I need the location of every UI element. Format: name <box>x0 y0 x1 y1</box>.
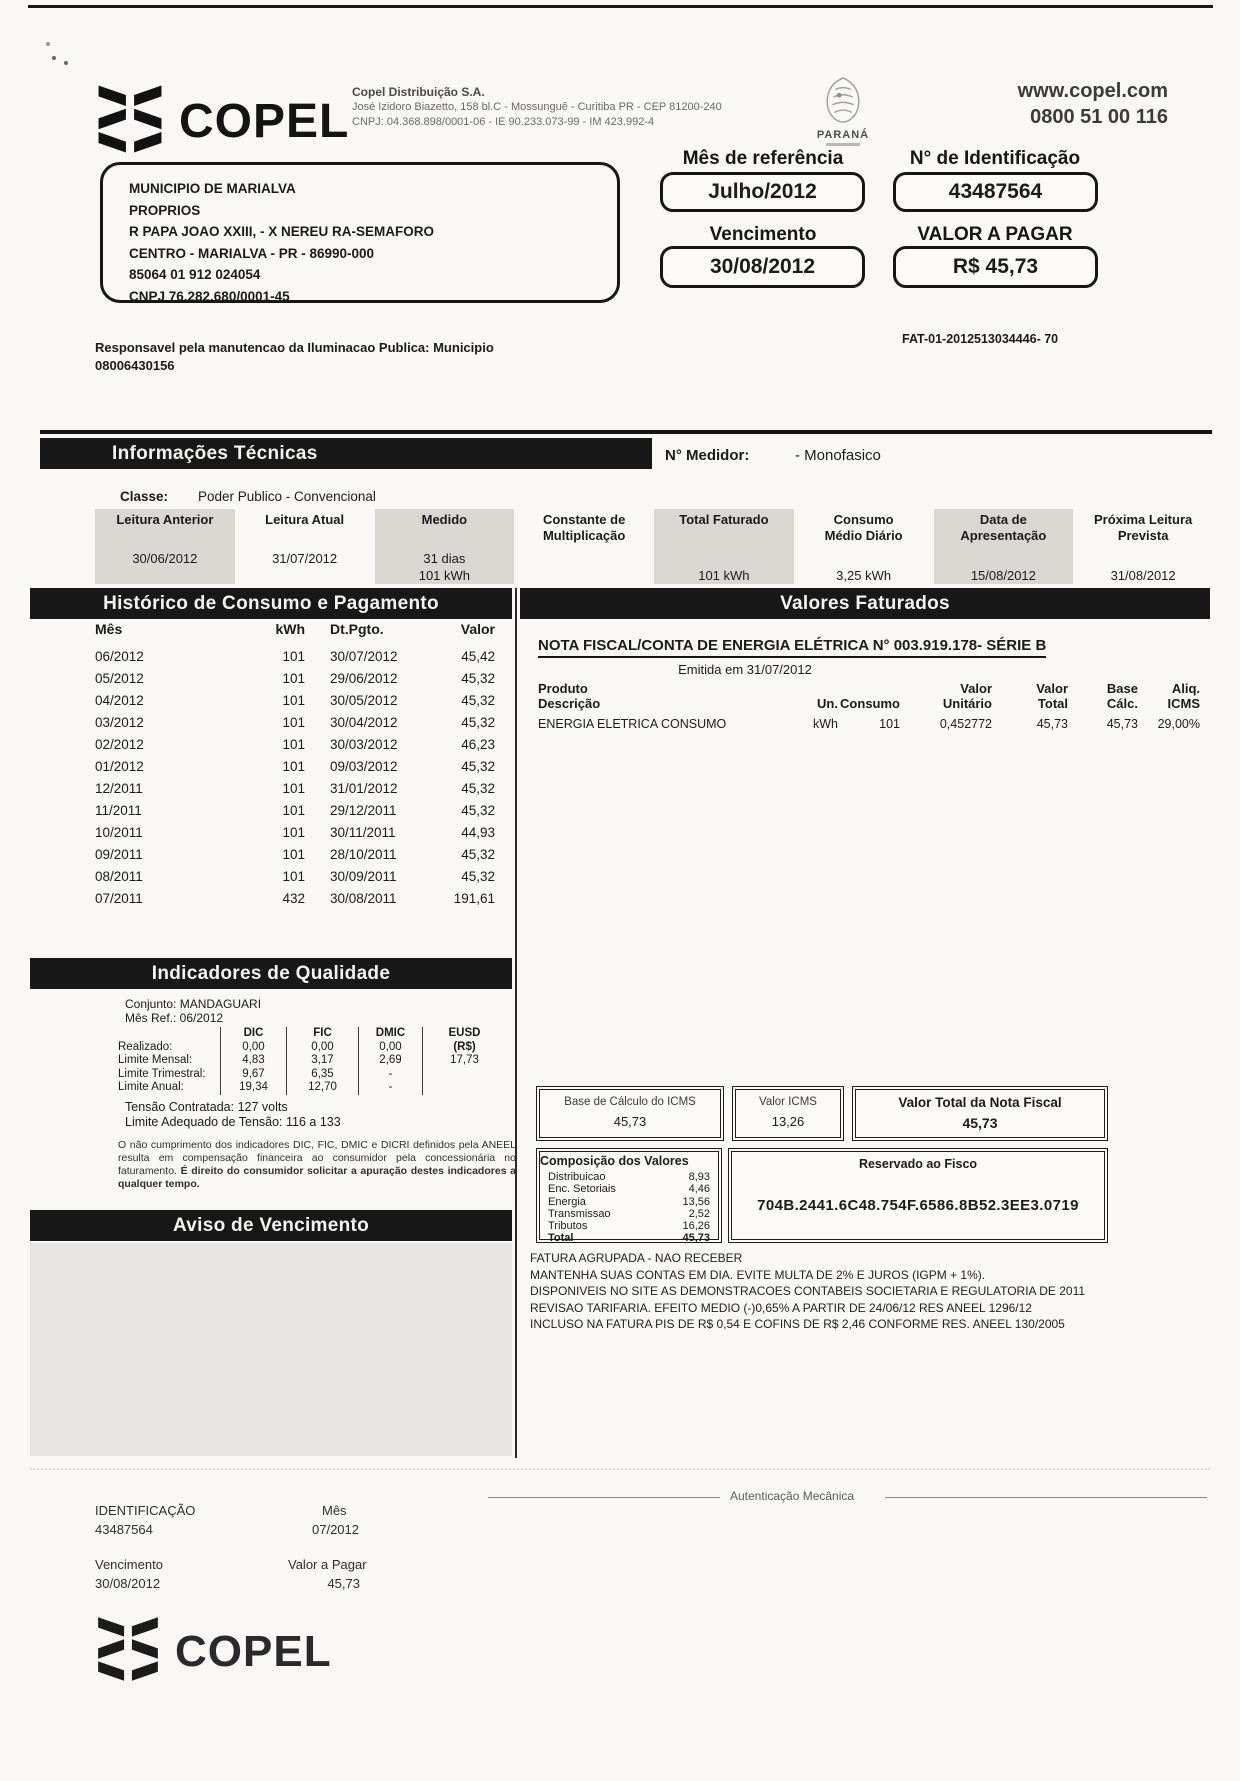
stub-due-value: 30/08/2012 <box>95 1576 161 1591</box>
identification-label: N° de Identificação <box>909 148 1081 169</box>
tech-col-consumo-medio: Consumo Médio Diário 3,25 kWh <box>824 512 903 583</box>
customer-account-number: 85064 01 912 024054 <box>129 267 261 282</box>
customer-line2: PROPRIOS <box>129 202 201 218</box>
fisco-code: 704B.2441.6C48.754F.6586.8B52.3EE3.0719 <box>757 1197 1079 1214</box>
notice-line: REVISAO TARIFARIA. EFEITO MEDIO (-)0,65% A PARTIR DE 24/06/12 RES ANEEL 1296/12 <box>530 1300 1032 1315</box>
amount-due-box: R$ 45,73 <box>893 246 1098 288</box>
scan-dot <box>46 42 50 46</box>
due-date-box: 30/08/2012 <box>660 246 865 288</box>
due-notice-title: Aviso de Vencimento <box>172 1214 370 1236</box>
notice-line: FATURA AGRUPADA - NAO RECEBER <box>530 1251 743 1265</box>
billed-item-description: ENERGIA ELETRICA CONSUMO <box>538 717 727 731</box>
contracted-voltage: Tensão Contratada: 127 volts <box>125 1100 288 1114</box>
history-row: 11/2011 101 29/12/2011 45,32 <box>95 803 495 818</box>
company-name: Copel Distribuição S.A. <box>352 85 485 99</box>
quality-conjunto: Conjunto: MANDAGUARI <box>125 997 262 1011</box>
technical-readings-table <box>95 509 1213 584</box>
billed-values-header-bar <box>520 588 1210 619</box>
notice-line: DISPONIVEIS NO SITE AS DEMONSTRACOES CONTABEIS SOCIETARIA E REGULATORIA DE 2011 <box>530 1284 1086 1298</box>
tech-col-proxima-leitura: Próxima Leitura Prevista 31/08/2012 <box>1093 512 1193 583</box>
quality-mes-ref: Mês Ref.: 06/2012 <box>125 1011 224 1025</box>
history-title: Histórico de Consumo e Pagamento <box>103 592 439 614</box>
copel-phone: 0800 51 00 116 <box>1030 106 1168 128</box>
billed-item-unit: kWh <box>813 717 838 731</box>
class-value: Poder Publico - Convencional <box>198 489 376 504</box>
invoice-fat-number: FAT-01-2012513034446- 70 <box>902 332 1059 346</box>
contact-block <box>1018 78 1168 130</box>
fisco-box <box>728 1148 1108 1243</box>
tech-col-leitura-atual: Leitura Atual 31/07/2012 <box>265 512 345 566</box>
customer-city: CENTRO - MARIALVA - PR - 86990-000 <box>129 245 375 261</box>
quality-indicators-table: DIC FIC DMIC EUSD Realizado: 0,00 0,00 0,00 (R$) Limite Mensal: 4,83 3,17 2,69 17,73 Limite Trimestral: 9,67 6,35 - Limite Anual: 19,34 12,70 - <box>118 1027 506 1095</box>
value-composition-items: Distribuicao 8,93 Enc. Setoriais 4,46 Energia 13,56 Transmissao 2,52 Tributos 16,26 Total 45,73 <box>548 1171 710 1245</box>
ref-month-box: Julho/2012 <box>660 172 865 212</box>
invoice-total-value: 45,73 <box>962 1115 998 1131</box>
tech-col-leitura-anterior: Leitura Anterior 30/06/2012 <box>95 509 235 584</box>
history-row: 12/2011 101 31/01/2012 45,32 <box>95 781 495 796</box>
copel-logo-icon <box>95 1612 161 1691</box>
history-row: 08/2011 101 30/09/2011 45,32 <box>95 869 495 884</box>
history-row: 03/2012 101 30/04/2012 45,32 <box>95 715 495 730</box>
aneel-compensation-note <box>118 1139 516 1191</box>
history-row: 10/2011 101 30/11/2011 44,93 <box>95 825 495 840</box>
tech-col-data-apresentacao: Data de Apresentação 15/08/2012 <box>934 509 1074 584</box>
top-scan-line <box>28 5 1213 8</box>
billed-item-total: 45,73 <box>1036 717 1068 731</box>
copel-logo-icon <box>95 80 165 163</box>
auth-line-right <box>885 1497 1207 1498</box>
technical-info-title: Informações Técnicas <box>112 442 318 464</box>
maintenance-note-line2: 08006430156 <box>95 358 175 373</box>
history-table-header: Mês kWh Dt.Pgto. Valor <box>95 621 495 637</box>
icms-value-amount: 13,26 <box>771 1114 805 1129</box>
history-row: 06/2012 101 30/07/2012 45,42 <box>95 649 495 664</box>
icms-base-value: 45,73 <box>613 1114 647 1129</box>
stub-separator <box>30 1468 1210 1470</box>
stub-due-label: Vencimento <box>95 1557 163 1572</box>
meter-number-value: - Monofasico <box>795 447 881 464</box>
identification-box: 43487564 <box>893 172 1098 212</box>
due-notice-header-bar <box>30 1210 512 1241</box>
company-ids: CNPJ: 04.368.898/0001-06 - IE 90.233.073-99 - IM 423.992-4 <box>352 116 655 128</box>
aneel-note-text: O não cumprimento dos indicadores DIC, FIC, DMIC e DICRI definidos pela ANEEL resulta em compensação financeira ao consumidor pela concessionária no faturamento. <box>118 1139 516 1177</box>
nota-fiscal-emitted-date: Emitida em 31/07/2012 <box>678 662 812 677</box>
copel-logo <box>95 80 349 163</box>
quality-title: Indicadores de Qualidade <box>151 962 391 984</box>
history-row: 01/2012 101 09/03/2012 45,32 <box>95 759 495 774</box>
history-row: 05/2012 101 29/06/2012 45,32 <box>95 671 495 686</box>
icms-base-box <box>536 1086 724 1141</box>
fisco-title: Reservado ao Fisco <box>858 1157 978 1171</box>
consumption-history-table <box>95 618 495 910</box>
customer-street: R PAPA JOAO XXIII, - X NEREU RA-SEMAFORO <box>129 224 435 239</box>
parana-logo <box>812 76 874 146</box>
technical-info-header-bar <box>40 438 652 469</box>
tech-col-constante: Constante de Multiplicação <box>542 512 626 543</box>
ref-month-label: Mês de referência <box>682 148 844 169</box>
customer-address-box <box>100 162 620 303</box>
billed-item-icms-rate: 29,00% <box>1157 717 1200 731</box>
copel-logo-text: COPEL <box>175 1626 332 1676</box>
scan-dot <box>64 61 68 65</box>
billed-items-table: Produto Valor Valor Base Aliq. Descrição Un. Consumo Unitário Total Cálc. ICMS ENERGIA ELETRICA CONSUMO kWh 101 0,452772 45,73 45,73 29,00% <box>538 681 1200 731</box>
history-header-bar <box>30 588 512 619</box>
billed-item-consumption: 101 <box>879 717 900 731</box>
notice-line: INCLUSO NA FATURA PIS DE R$ 0,54 E COFINS DE R$ 2,46 CONFORME RES. ANEEL 130/2005 <box>530 1317 1065 1331</box>
bill-notices <box>530 1250 1085 1333</box>
tech-col-total-faturado: Total Faturado 101 kWh <box>654 509 794 584</box>
icms-base-label: Base de Cálculo do ICMS <box>564 1096 696 1108</box>
amount-due-label: VALOR A PAGAR <box>917 224 1073 245</box>
stub-amount-label: Valor a Pagar <box>288 1557 367 1572</box>
history-row: 07/2011 432 30/08/2011 191,61 <box>95 891 495 906</box>
due-date-label: Vencimento <box>709 224 817 245</box>
company-info <box>352 85 722 130</box>
stub-id-label: IDENTIFICAÇÃO <box>95 1503 196 1518</box>
mechanical-auth-label: Autenticação Mecânica <box>730 1489 855 1503</box>
tech-col-medido: Medido 31 dias 101 kWh <box>375 509 515 584</box>
invoice-total-label: Valor Total da Nota Fiscal <box>898 1095 1062 1110</box>
notice-line: MANTENHA SUAS CONTAS EM DIA. EVITE MULTA DE 2% E JUROS (IGPM + 1%). <box>530 1267 986 1282</box>
meter-number-label: N° Medidor: <box>665 447 750 464</box>
section-divider-line <box>40 430 1212 434</box>
parana-logo-text: PARANÁ <box>816 129 870 141</box>
value-composition-title: Composição dos Valores <box>540 1154 689 1168</box>
invoice-total-box <box>852 1086 1108 1141</box>
auth-line-left <box>488 1497 720 1498</box>
stub-id-value: 43487564 <box>95 1522 153 1537</box>
column-divider-line <box>515 588 517 1458</box>
parana-emblem-icon <box>820 111 866 128</box>
copel-logo-bottom <box>95 1612 332 1691</box>
stub-month-value: 07/2012 <box>312 1522 359 1537</box>
icms-value-box <box>732 1086 844 1141</box>
due-notice-blank-area <box>30 1243 512 1456</box>
customer-cnpj: CNPJ 76.282.680/0001-45 <box>129 288 290 304</box>
value-composition-box <box>536 1148 722 1243</box>
stub-amount-value: 45,73 <box>327 1576 360 1591</box>
history-row: 04/2012 101 30/05/2012 45,32 <box>95 693 495 708</box>
history-row: 02/2012 101 30/03/2012 46,23 <box>95 737 495 752</box>
nota-fiscal-title: NOTA FISCAL/CONTA DE ENERGIA ELÉTRICA N° 003.919.178- SÉRIE B <box>538 637 1046 658</box>
company-address: José Izidoro Biazetto, 158 bl.C - Mossunguê - Curitiba PR - CEP 81200-240 <box>352 101 722 113</box>
maintenance-note-line1: Responsavel pela manutencao da Iluminacao Publica: Municipio <box>95 340 494 355</box>
parana-logo-subline <box>826 143 860 146</box>
icms-value-label: Valor ICMS <box>759 1096 817 1108</box>
billed-values-title: Valores Faturados <box>780 592 950 614</box>
voltage-limit: Limite Adequado de Tensão: 116 a 133 <box>125 1115 341 1129</box>
history-row: 09/2011 101 28/10/2011 45,32 <box>95 847 495 862</box>
quality-header-bar <box>30 958 512 989</box>
billed-item-unit-price: 0,452772 <box>939 717 992 731</box>
billed-item-icms-base: 45,73 <box>1106 717 1138 731</box>
aneel-note-bold-text: É direito do consumidor solicitar a apuração destes indicadores a qualquer tempo. <box>118 1165 516 1190</box>
customer-name: MUNICIPIO DE MARIALVA <box>129 181 296 196</box>
class-label: Classe: <box>120 489 169 504</box>
scan-dot <box>52 56 56 60</box>
copel-website: www.copel.com <box>1017 80 1168 102</box>
copel-logo-text: COPEL <box>179 95 350 148</box>
stub-month-label: Mês <box>322 1503 347 1518</box>
